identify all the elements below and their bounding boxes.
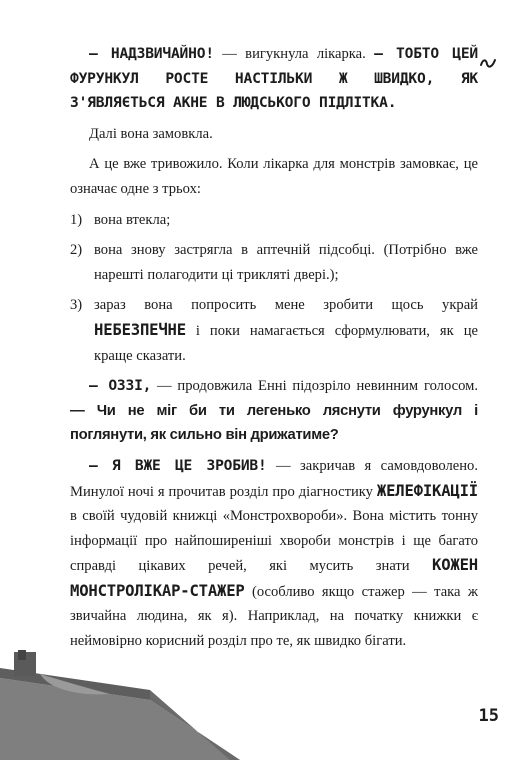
list-item (70, 238, 478, 287)
emphasis-run: — Я ВЖЕ ЦЕ ЗРОБИВ! (89, 456, 267, 474)
paragraph (70, 374, 478, 448)
text-run: — закричав я самовдоволено. Минулої ночі я прочитав розділ про діагностику (70, 457, 478, 500)
squiggle-icon (479, 56, 497, 70)
text-run: вона втекла; (94, 211, 171, 228)
text-run: Далі вона замовкла. (89, 125, 213, 142)
table-illustration (0, 650, 240, 760)
paragraph (70, 42, 478, 116)
text-run: — продовжила Енні підозріло невинним голосом. (151, 378, 478, 395)
list-text (94, 293, 478, 368)
list-number: 2) (70, 242, 83, 259)
paragraph (70, 122, 478, 147)
emphasis-run: — НАДЗВИЧАЙНО! (89, 45, 214, 62)
list-number: 1) (70, 211, 83, 228)
emphasis-run: НЕБЕЗПЕЧНЕ (94, 320, 186, 339)
text-run: А це вже тривожило. Коли лікарка для монстрів замовкає, це означає одне з трьох: (70, 156, 478, 197)
text-run: і поки намагається сформулювати, як це краще сказати. (94, 322, 478, 364)
page-number: 15 (478, 706, 499, 726)
emphasis-run: — ТОБТО ЦЕЙ ФУРУНКУЛ РОСТЕ НАСТІЛЬКИ Ж ШВИДКО, ЯК З'ЯВЛЯЄТЬСЯ АКНЕ В ЛЮДСЬКОГО ПІДЛІТКА. (70, 45, 478, 112)
page-text (70, 42, 478, 660)
emphasis-run: — Чи не міг би ти легенько ляснути фурункул і поглянути, як сильно він дрижатиме? (70, 402, 478, 444)
text-run: в своїй чудовій книжці «Монстрохвороби». Вона містить тонну інформації про найпоширеніші хвороби монстрів і ще багато справді цікавих речей, які мусить знати (70, 508, 478, 575)
paragraph (70, 454, 478, 654)
paragraph (70, 152, 478, 201)
text-run: — вигукнула лікарка. (213, 46, 375, 62)
list-item (70, 293, 478, 368)
text-run: вона знову застрягла в аптечній підсобці. (Потрібно вже нарешті полагодити ці трикляті двері.); (94, 242, 478, 283)
list-text (94, 208, 478, 233)
emphasis-run: ЖЕЛЕФІКАЦІЇ (376, 481, 478, 500)
emphasis-run: КОЖЕН МОНСТРОЛІКАР-СТАЖЕР (70, 556, 478, 600)
text-run: зараз вона попросить мене зробити щось украй (94, 297, 478, 314)
list-number: 3) (70, 297, 83, 314)
list-text (94, 238, 478, 287)
list-item (70, 208, 478, 233)
text-run: (особливо якщо стажер — така ж звичайна людина, як я). Наприклад, на початку книжки є неймовірно корисний розділ про те, як швидко бігати. (70, 583, 478, 650)
emphasis-run: — ОЗЗІ, (89, 377, 152, 395)
